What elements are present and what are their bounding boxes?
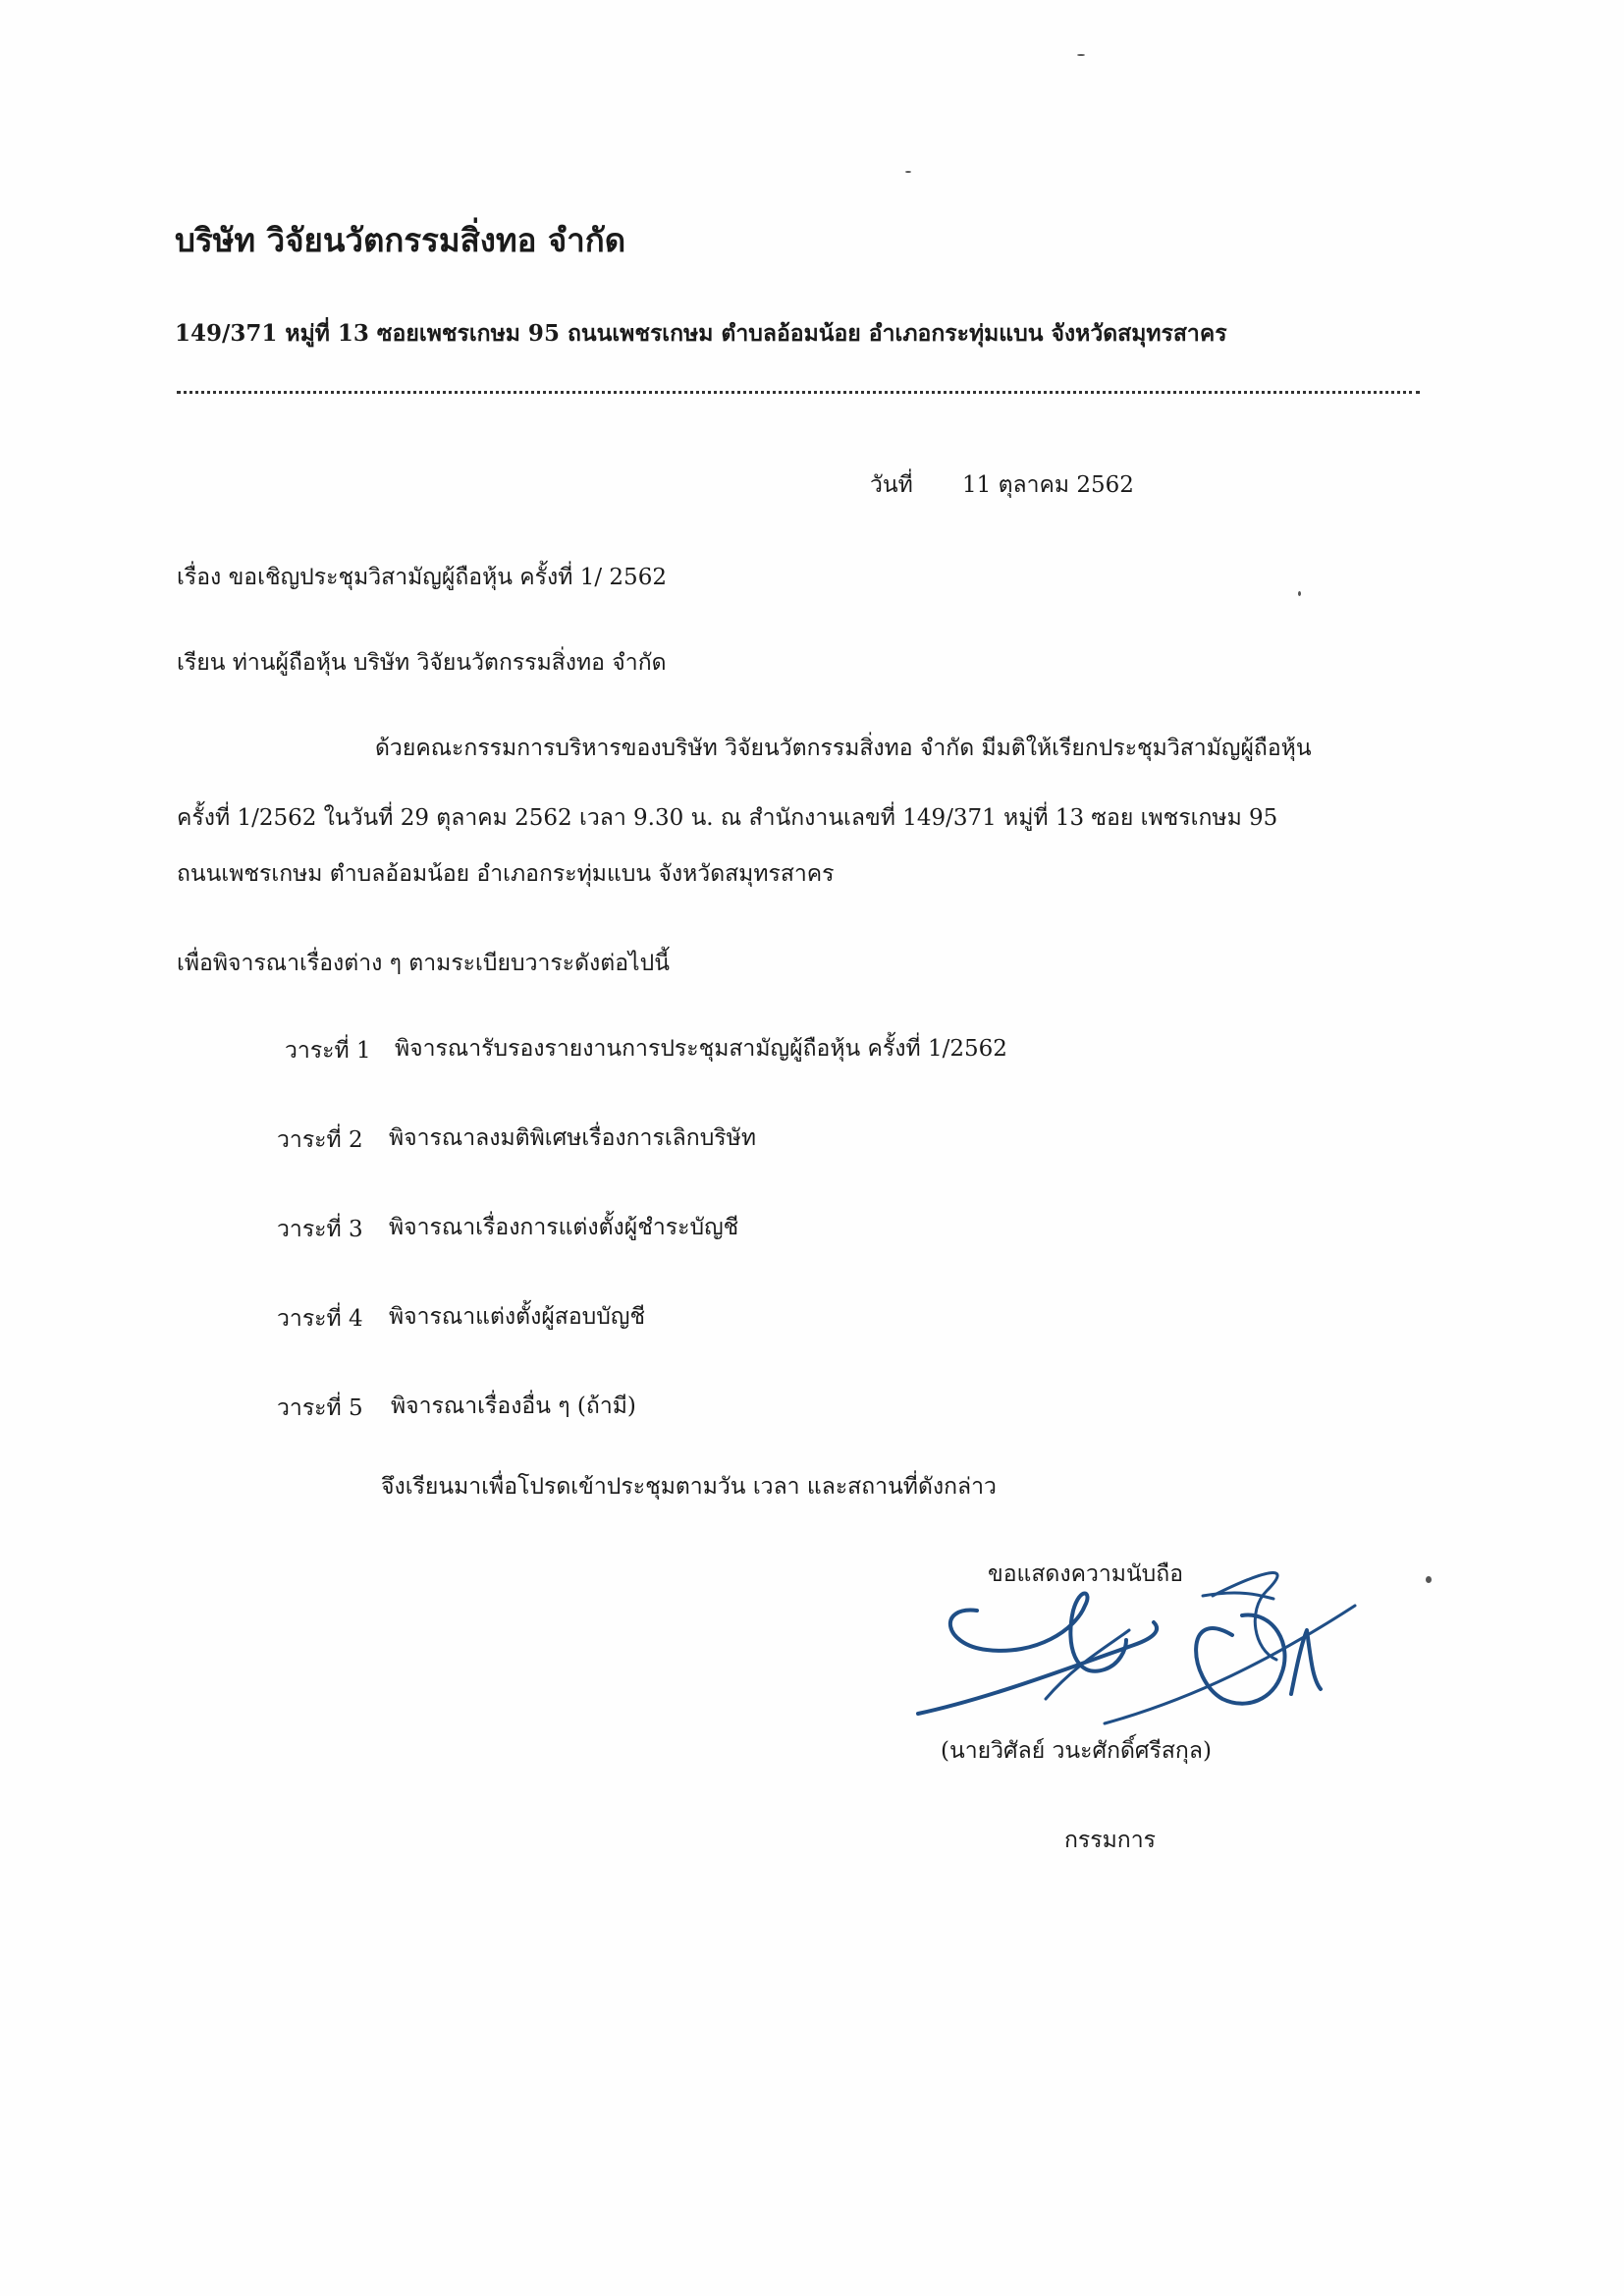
signatory-name: (นายวิศัลย์ วนะศักดิ์ศรีสกุล) (941, 1738, 1212, 1764)
agenda-item-4-label: วาระที่ 4 (277, 1306, 363, 1332)
scan-speck (1298, 591, 1301, 596)
agenda-item-1-text: พิจารณารับรองรายงานการประชุมสามัญผู้ถือหุ้น ครั้งที่ 1/2562 (395, 1036, 1007, 1062)
agenda-item-5-text: พิจารณาเรื่องอื่น ๆ (ถ้ามี) (391, 1394, 636, 1419)
scan-speck (1426, 1576, 1432, 1583)
signatory-position: กรรมการ (1064, 1828, 1156, 1853)
closing-line: จึงเรียนมาเพื่อโปรดเข้าประชุมตามวัน เวลา และสถานที่ดังกล่าว (381, 1474, 997, 1500)
signature-image (908, 1552, 1370, 1738)
recipient-line: เรียน ท่านผู้ถือหุ้น บริษัท วิจัยนวัตกรรมสิ่งทอ จำกัด (177, 650, 667, 676)
agenda-item-2-text: พิจารณาลงมติพิเศษเรื่องการเลิกบริษัท (389, 1125, 756, 1151)
agenda-item-5-label: วาระที่ 5 (277, 1395, 363, 1421)
date-label: วันที่ (870, 472, 913, 498)
company-address: 149/371 หมู่ที่ 13 ซอยเพชรเกษม 95 ถนนเพชรเกษม ตำบลอ้อมน้อย อำเภอกระทุ่มแบน จังหวัดสมุทรสาคร (175, 320, 1227, 347)
company-name: บริษัท วิจัยนวัตกรรมสิ่งทอ จำกัด (175, 221, 626, 259)
agenda-item-2-label: วาระที่ 2 (277, 1127, 363, 1153)
agenda-item-4-text: พิจารณาแต่งตั้งผู้สอบบัญชี (389, 1304, 646, 1330)
body-line-1: ด้วยคณะกรรมการบริหารของบริษัท วิจัยนวัตกรรมสิ่งทอ จำกัด มีมติให้เรียกประชุมวิสามัญผู้ถือหุ้น (375, 736, 1312, 761)
agenda-item-3-label: วาระที่ 3 (277, 1217, 363, 1242)
body-line-3: ถนนเพชรเกษม ตำบลอ้อมน้อย อำเภอกระทุ่มแบน จังหวัดสมุทรสาคร (177, 861, 835, 887)
scan-speck (1077, 54, 1085, 56)
letterhead-divider (177, 391, 1420, 394)
agenda-intro: เพื่อพิจารณาเรื่องต่าง ๆ ตามระเบียบวาระดังต่อไปนี้ (177, 951, 670, 976)
body-line-2: ครั้งที่ 1/2562 ในวันที่ 29 ตุลาคม 2562 เวลา 9.30 น. ณ สำนักงานเลขที่ 149/371 หมู่ที่ 13 ซอย เพชรเกษม 95 (177, 805, 1278, 831)
agenda-item-3-text: พิจารณาเรื่องการแต่งตั้งผู้ชำระบัญชี (389, 1215, 739, 1240)
sign-off: ขอแสดงความนับถือ (988, 1561, 1184, 1587)
date-value: 11 ตุลาคม 2562 (962, 472, 1134, 498)
agenda-item-1-label: วาระที่ 1 (285, 1038, 371, 1064)
scan-speck (905, 171, 911, 173)
subject-line: เรื่อง ขอเชิญประชุมวิสามัญผู้ถือหุ้น ครั้งที่ 1/ 2562 (177, 565, 667, 590)
